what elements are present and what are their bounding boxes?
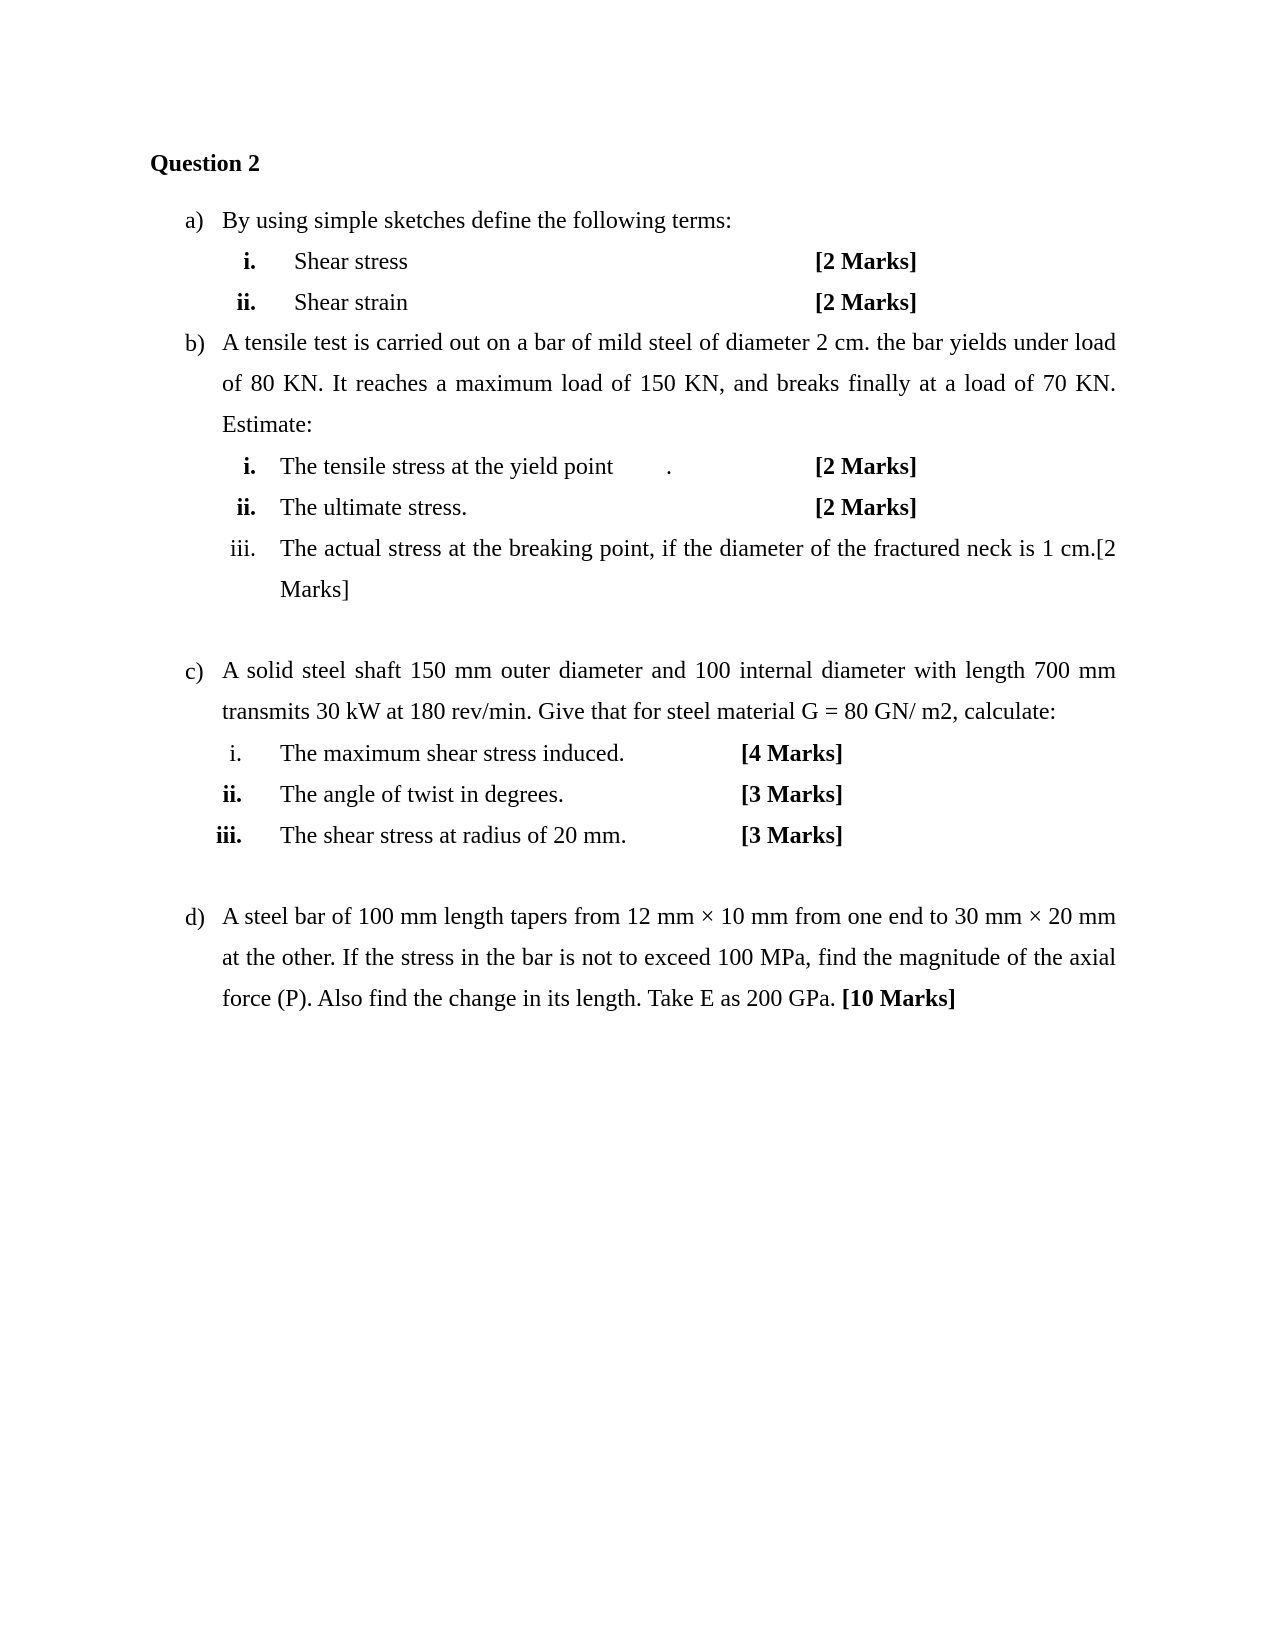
part-c-item-3-marks: [3 Marks] [741, 823, 843, 849]
part-c-item-1-text: The maximum shear stress induced. [280, 741, 625, 767]
part-c-item-3-text: The shear stress at radius of 20 mm. [280, 823, 627, 849]
part-d-label: d) [185, 905, 205, 931]
part-a-item-2-num: ii. [236, 290, 256, 316]
part-a-text: By using simple sketches define the following terms: [222, 208, 732, 234]
part-a-item-2-text: Shear strain [294, 290, 408, 316]
part-a-item-2-marks: [2 Marks] [815, 290, 917, 316]
part-d-text: A steel bar of 100 mm length tapers from 12 mm × 10 mm from one end to 30 mm × 20 mm at the other. If the stress in the bar is not to exceed 100 MPa, find the magnitude of the axial force (P). Also find the change in its length. Take E as 200 GPa. [222, 904, 1116, 1012]
part-b-item-1-num: i. [243, 454, 256, 480]
part-b-text: A tensile test is carried out on a bar of mild steel of diameter 2 cm. the bar yields under load of 80 KN. It reaches a maximum load of 150 KN, and breaks finally at a load of 70 KN. Estimate: [222, 330, 1116, 438]
part-c-text: A solid steel shaft 150 mm outer diameter and 100 internal diameter with length 700 mm transmits 30 kW at 180 rev/min. Give that for steel material G = 80 GN/ m2, calculate: [222, 658, 1116, 725]
part-b-item-2-marks: [2 Marks] [815, 495, 917, 521]
part-a-item-1-text: Shear stress [294, 249, 408, 275]
part-d-marks: [10 Marks] [841, 986, 956, 1012]
part-a-label: a) [185, 208, 204, 234]
part-a-item-1-marks: [2 Marks] [815, 249, 917, 275]
part-b-item-1-marks: [2 Marks] [815, 454, 917, 480]
part-c-label: c) [185, 659, 204, 685]
part-d-paragraph [222, 897, 1116, 1020]
part-b-item-3-num: iii. [229, 536, 256, 562]
part-c-item-3-num: iii. [215, 823, 242, 849]
part-b-label: b) [185, 331, 205, 357]
part-c-item-2-num: ii. [222, 782, 242, 808]
part-b-item-1-dot: . [666, 454, 672, 480]
part-c-item-2-text: The angle of twist in degrees. [280, 782, 564, 808]
part-b-item-1-text: The tensile stress at the yield point [280, 454, 614, 480]
part-b-item-2-num: ii. [236, 495, 256, 521]
part-b-item-3-text: The actual stress at the breaking point, if the diameter of the fractured neck is 1 cm.[2 Marks] [280, 536, 1116, 603]
part-b-item-2-text: The ultimate stress. [280, 495, 468, 521]
part-c-item-1-num: i. [229, 741, 242, 767]
question-title: Question 2 [150, 151, 261, 177]
part-c-item-1-marks: [4 Marks] [741, 741, 843, 767]
part-c-item-2-marks: [3 Marks] [741, 782, 843, 808]
part-a-item-1-num: i. [243, 249, 256, 275]
